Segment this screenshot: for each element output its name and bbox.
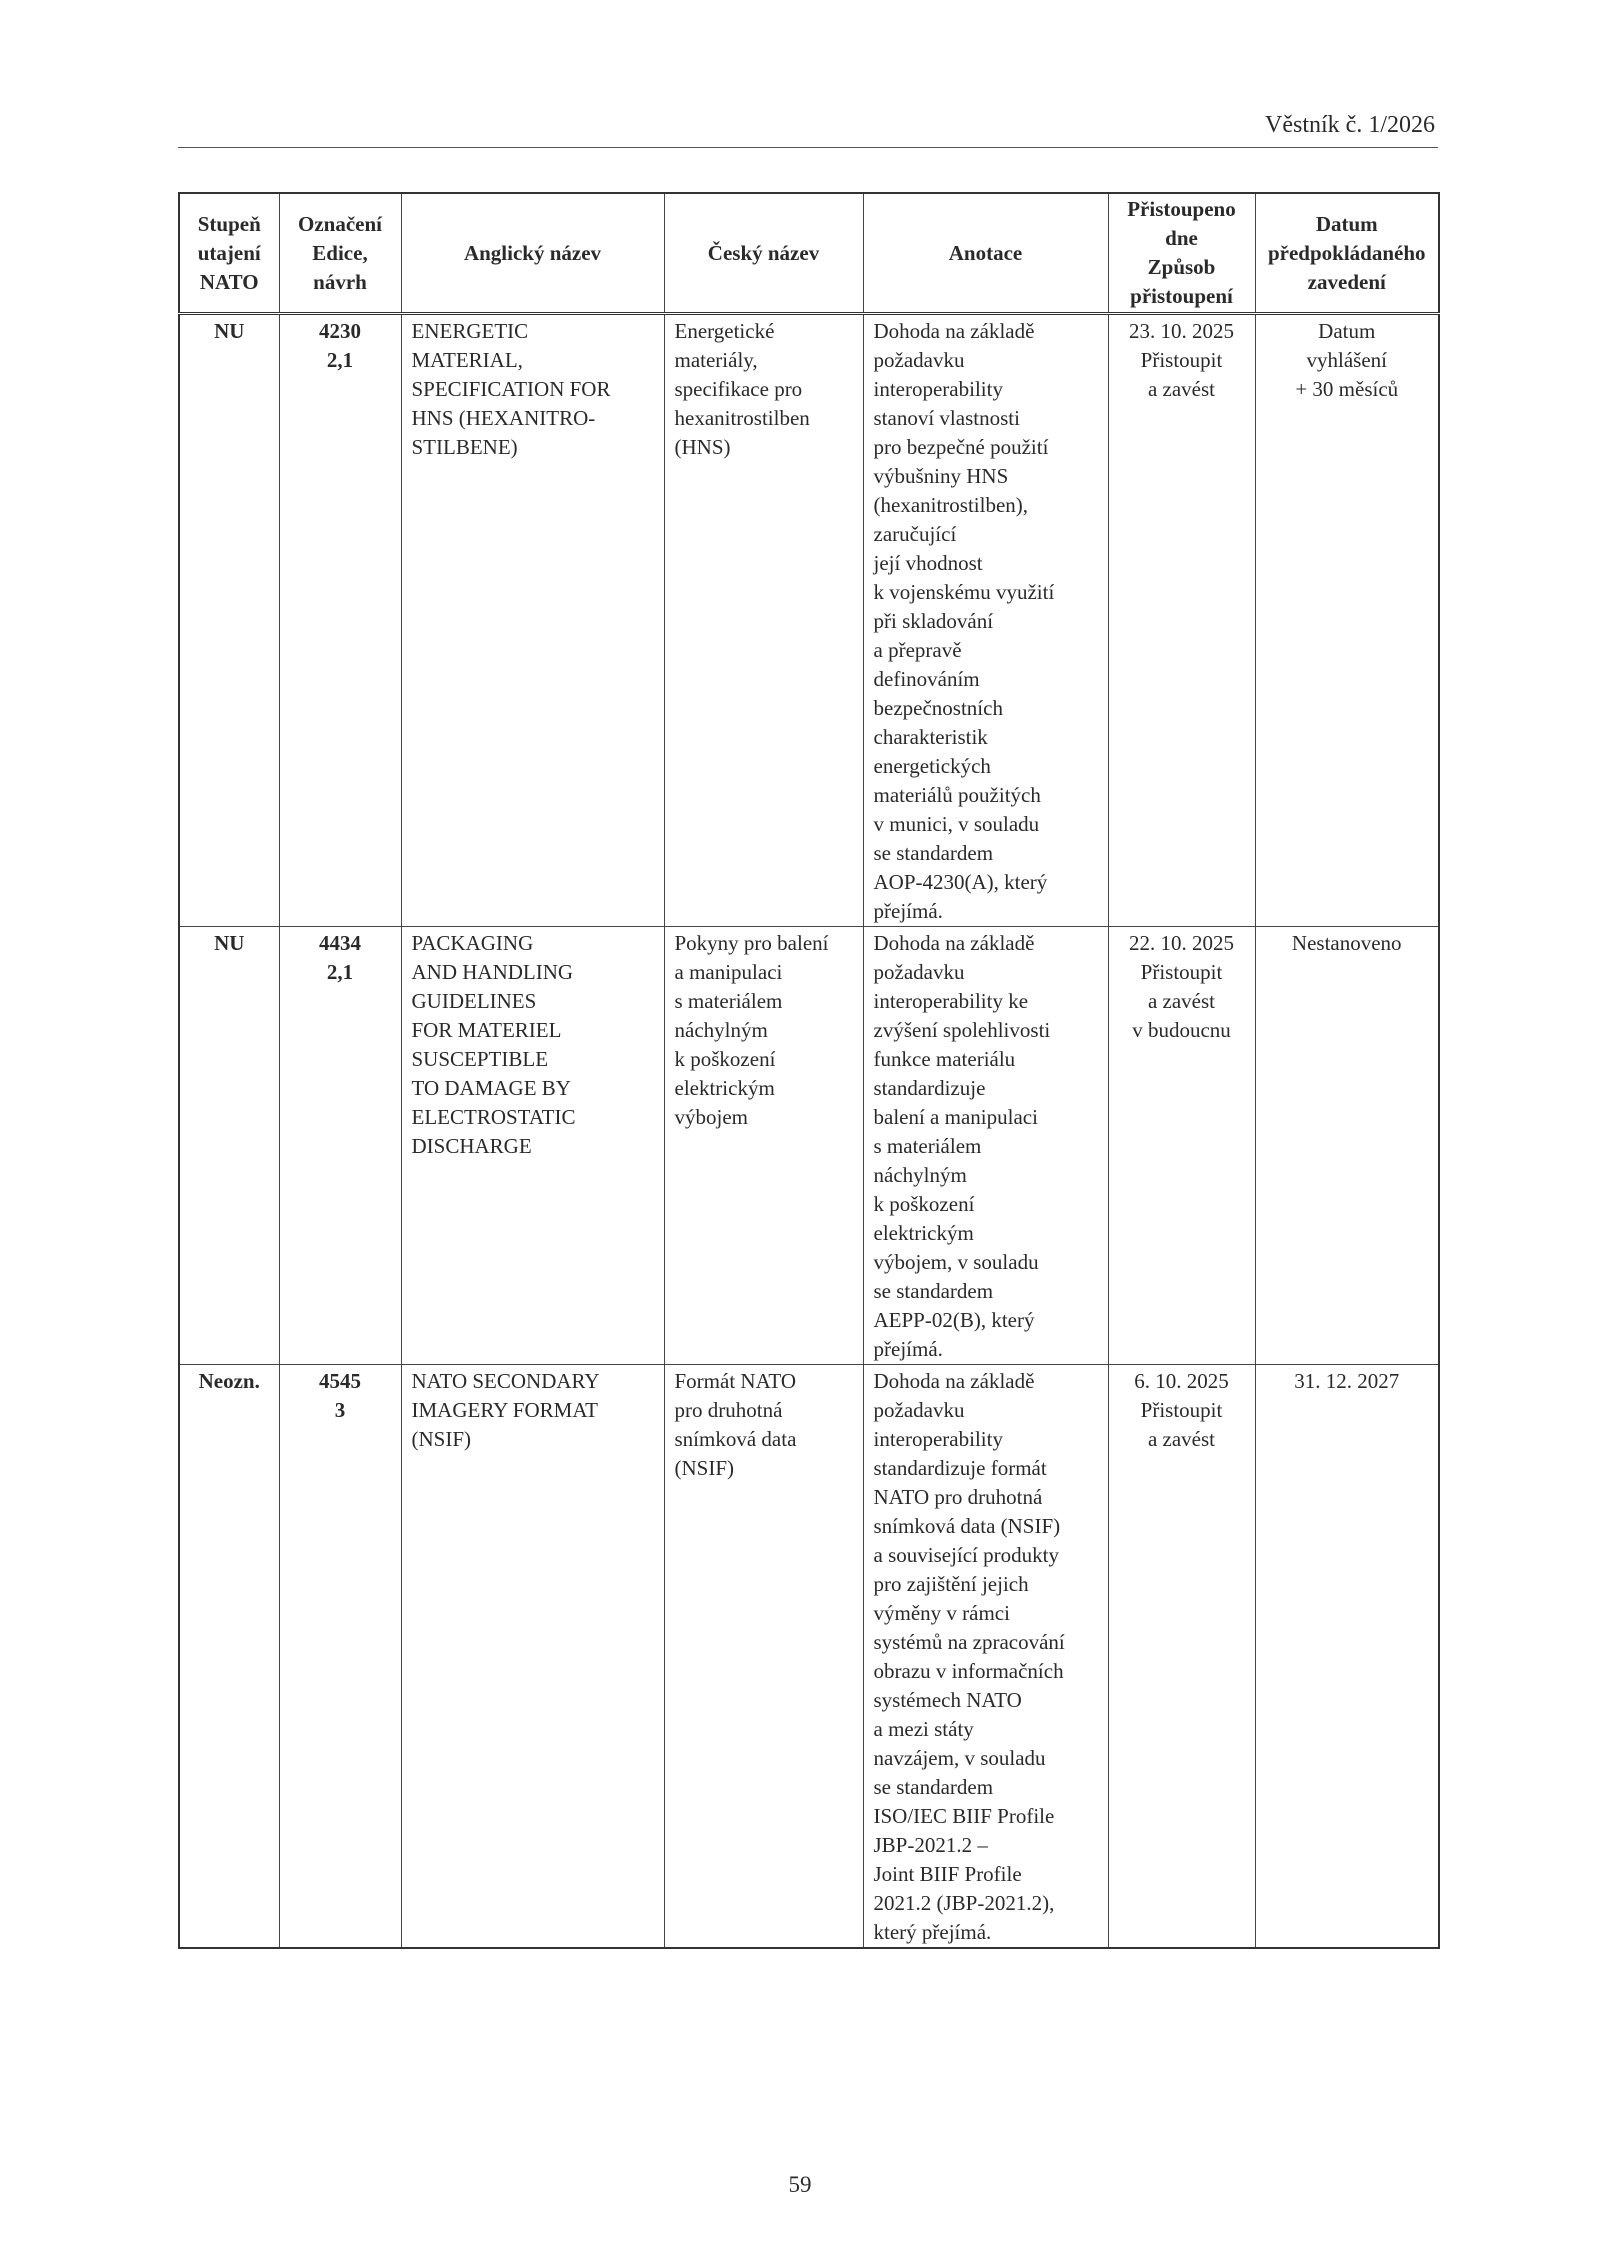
cell-english-name: ENERGETIC MATERIAL, SPECIFICATION FOR HNS (HEXANITRO- STILBENE) (401, 314, 664, 927)
cell-annotation: Dohoda na základě požadavku interoperability standardizuje formát NATO pro druhotná snímková data (NSIF) a související produkty pro zajištění jejich výměny v rámci systémů na zpracování obrazu v informačních systémech NATO a mezi státy navzájem, v souladu se standardem ISO/IEC BIIF Profile JBP-2021.2 – Joint BIIF Profile 2021.2 (JBP-2021.2), který přejímá. (863, 1365, 1108, 1949)
cell-implementation: 31. 12. 2027 (1255, 1365, 1439, 1949)
table-header-row (179, 193, 1439, 314)
cell-classification: NU (179, 314, 279, 927)
cell-accession: 22. 10. 2025 Přistoupit a zavést v budoucnu (1108, 927, 1255, 1365)
cell-czech-name: Pokyny pro balení a manipulaci s materiálem náchylným k poškození elektrickým výbojem (664, 927, 863, 1365)
cell-english-name: PACKAGING AND HANDLING GUIDELINES FOR MATERIEL SUSCEPTIBLE TO DAMAGE BY ELECTROSTATIC DISCHARGE (401, 927, 664, 1365)
col-implementation: Datum předpokládaného zavedení (1255, 193, 1439, 314)
cell-czech-name: Formát NATO pro druhotná snímková data (NSIF) (664, 1365, 863, 1949)
cell-accession: 23. 10. 2025 Přistoupit a zavést (1108, 314, 1255, 927)
running-title: Věstník č. 1/2026 (1265, 112, 1435, 138)
table-row (179, 927, 1439, 1365)
table-row (179, 1365, 1439, 1949)
cell-designation: 4434 2,1 (279, 927, 401, 1365)
table-row (179, 314, 1439, 927)
page-number: 59 (788, 2172, 812, 2197)
col-designation: Označení Edice, návrh (279, 193, 401, 314)
col-english-name: Anglický název (401, 193, 664, 314)
cell-annotation: Dohoda na základě požadavku interoperability stanoví vlastnosti pro bezpečné použití výbušniny HNS (hexanitrostilben), zaručující její vhodnost k vojenskému využití při skladování a přepravě definováním bezpečnostních charakteristik energetických materiálů použitých v munici, v souladu se standardem AOP-4230(A), který přejímá. (863, 314, 1108, 927)
cell-accession: 6. 10. 2025 Přistoupit a zavést (1108, 1365, 1255, 1949)
cell-designation: 4230 2,1 (279, 314, 401, 927)
col-czech-name: Český název (664, 193, 863, 314)
col-annotation: Anotace (863, 193, 1108, 314)
cell-implementation: Nestanoveno (1255, 927, 1439, 1365)
header-rule (178, 147, 1438, 148)
standards-table (178, 192, 1440, 1949)
cell-classification: Neozn. (179, 1365, 279, 1949)
cell-classification: NU (179, 927, 279, 1365)
col-classification: Stupeň utajení NATO (179, 193, 279, 314)
cell-czech-name: Energetické materiály, specifikace pro hexanitrostilben (HNS) (664, 314, 863, 927)
cell-designation: 4545 3 (279, 1365, 401, 1949)
col-accession: Přistoupeno dne Způsob přistoupení (1108, 193, 1255, 314)
cell-annotation: Dohoda na základě požadavku interoperability ke zvýšení spolehlivosti funkce materiálu standardizuje balení a manipulaci s materiálem náchylným k poškození elektrickým výbojem, v souladu se standardem AEPP-02(B), který přejímá. (863, 927, 1108, 1365)
cell-implementation: Datum vyhlášení + 30 měsíců (1255, 314, 1439, 927)
cell-english-name: NATO SECONDARY IMAGERY FORMAT (NSIF) (401, 1365, 664, 1949)
